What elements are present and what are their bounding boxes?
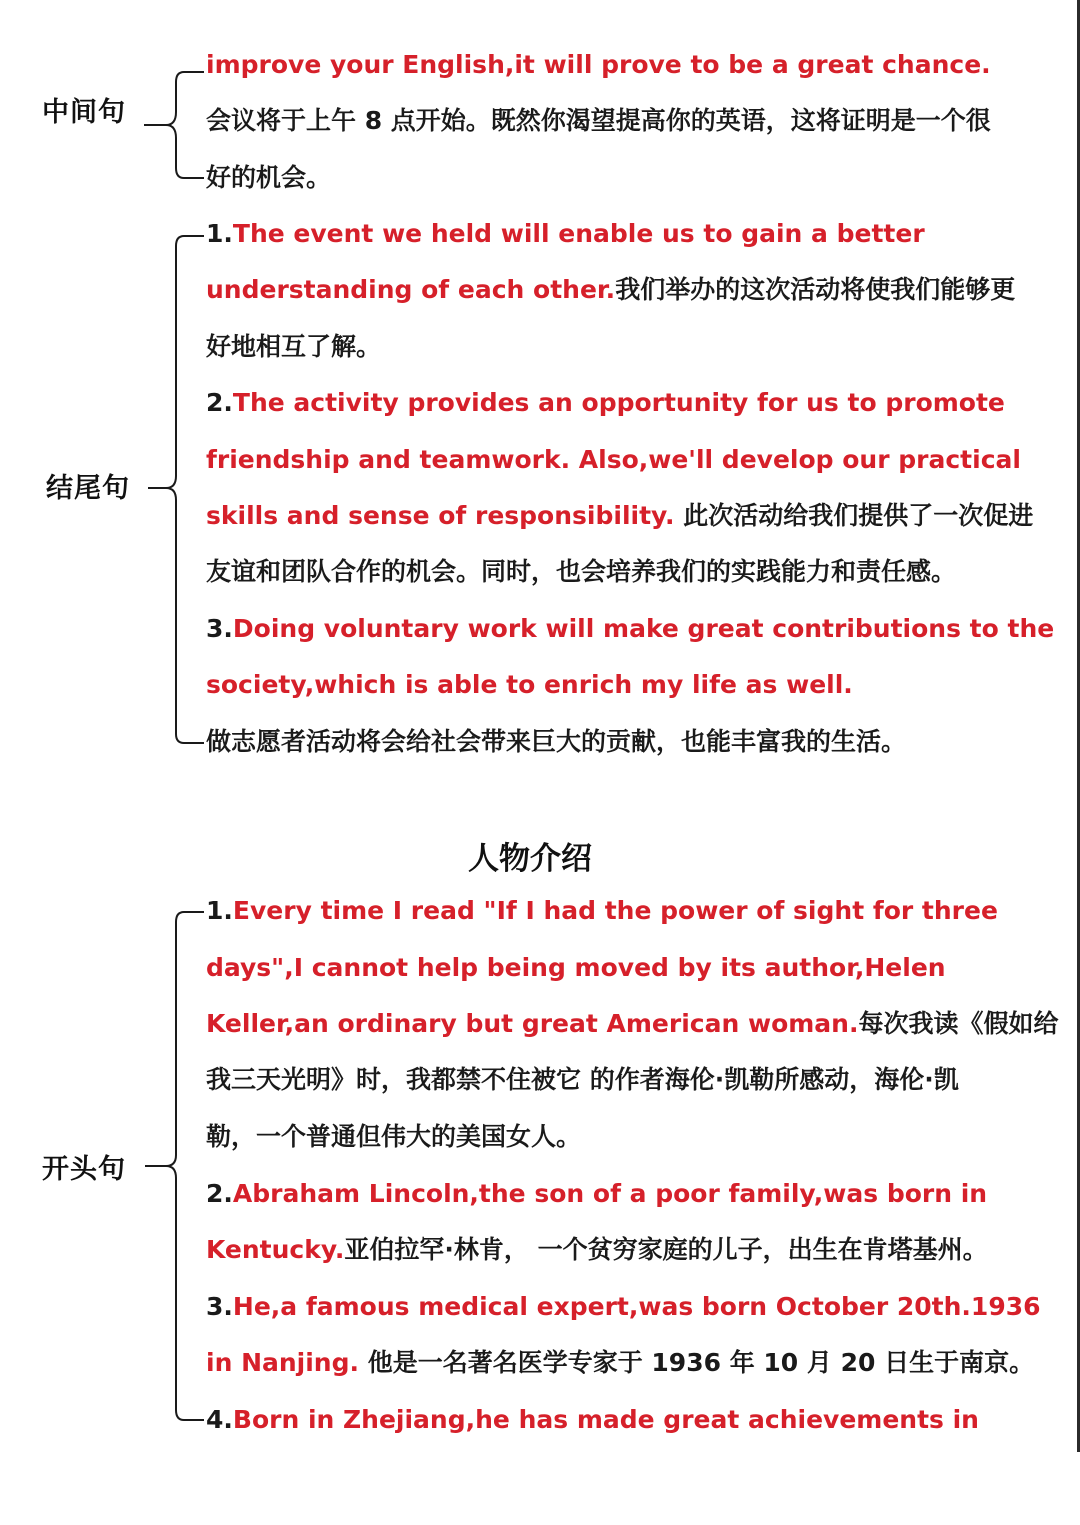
chinese-translation: 3. — [206, 1292, 233, 1321]
english-sentence: in Nanjing. — [206, 1348, 359, 1377]
english-sentence: understanding of each other. — [206, 275, 616, 304]
chinese-translation: 2. — [206, 1179, 233, 1208]
english-sentence: Keller,an ordinary but great American woman. — [206, 1009, 859, 1038]
english-sentence: skills and sense of responsibility. — [206, 501, 675, 530]
text-line — [206, 319, 381, 375]
english-sentence: Kentucky. — [206, 1235, 345, 1264]
text-line — [206, 93, 991, 149]
chinese-translation: 勒，一个普通但伟大的美国女人。 — [206, 1122, 582, 1151]
english-sentence: improve your English,it will prove to be a great chance. — [206, 50, 991, 79]
english-sentence: days",I cannot help being moved by its author,Helen — [206, 953, 946, 982]
text-line — [206, 150, 331, 206]
english-sentence: Every time I read "If I had the power of sight for three — [232, 896, 998, 925]
english-sentence: society,which is able to enrich my life as well. — [206, 670, 853, 699]
text-line — [206, 883, 998, 939]
chinese-translation: 他是一名著名医学专家于 1936 年 10 月 20 日生于南京。 — [359, 1348, 1035, 1377]
text-line — [206, 601, 1054, 657]
brace-opening — [145, 912, 204, 1420]
text-line — [206, 1222, 988, 1278]
text-line — [206, 375, 1005, 431]
chinese-translation: 友谊和团队合作的机会。同时，也会培养我们的实践能力和责任感。 — [206, 557, 957, 586]
english-sentence: The event we held will enable us to gain a better — [232, 219, 925, 248]
text-line — [206, 1109, 581, 1165]
text-line — [206, 1392, 979, 1448]
text-line — [206, 206, 925, 262]
chinese-translation: 亚伯拉罕·林肯， 一个贫穷家庭的儿子，出生在肯塔基州。 — [344, 1235, 988, 1264]
text-line — [206, 657, 853, 713]
label-ending-sentence: 结尾句 — [46, 473, 130, 504]
text-line — [206, 1052, 959, 1108]
chinese-translation: 好地相互了解。 — [206, 332, 382, 361]
english-sentence: Born in Zhejiang,he has made great achievements in — [232, 1405, 979, 1434]
chinese-translation: 我们举办的这次活动将使我们能够更 — [615, 275, 1016, 304]
text-line — [206, 1335, 1034, 1391]
chinese-translation: 会议将于上午 8 点开始。既然你渴望提高你的英语，这将证明是一个很 — [206, 106, 991, 135]
text-line — [206, 262, 1015, 318]
chinese-translation: 做志愿者活动将会给社会带来巨大的贡献，也能丰富我的生活。 — [206, 727, 907, 756]
chinese-translation: 每次我读《假如给 — [858, 1009, 1059, 1038]
text-line — [206, 940, 946, 996]
chinese-translation: 2. — [206, 388, 233, 417]
chinese-translation: 1. — [206, 896, 233, 925]
text-line — [206, 432, 1021, 488]
chinese-translation: 好的机会。 — [206, 163, 332, 192]
english-sentence: Doing voluntary work will make great contributions to the — [232, 614, 1055, 643]
brace-middle — [144, 72, 204, 178]
brace-ending — [148, 236, 204, 743]
english-sentence: The activity provides an opportunity for us to promote — [232, 388, 1005, 417]
text-line — [206, 996, 1058, 1052]
chinese-translation: 此次活动给我们提供了一次促进 — [674, 501, 1034, 530]
english-sentence: Abraham Lincoln,the son of a poor family,was born in — [232, 1179, 988, 1208]
text-line — [206, 37, 991, 93]
text-line — [206, 714, 906, 770]
label-middle-sentence: 中间句 — [42, 97, 126, 128]
text-line — [206, 1166, 987, 1222]
text-line — [206, 1279, 1041, 1335]
chinese-translation: 1. — [206, 219, 233, 248]
text-line — [206, 488, 1033, 544]
text-line — [206, 544, 956, 600]
english-sentence: He,a famous medical expert,was born October 20th.1936 — [232, 1292, 1041, 1321]
english-sentence: friendship and teamwork. Also,we'll develop our practical — [206, 445, 1021, 474]
chinese-translation: 4. — [206, 1405, 233, 1434]
chinese-translation: 我三天光明》时，我都禁不住被它 的作者海伦·凯勒所感动，海伦·凯 — [206, 1065, 959, 1094]
chinese-translation: 3. — [206, 614, 233, 643]
label-opening-sentence: 开头句 — [42, 1154, 126, 1185]
section-heading-character-intro: 人物介绍 — [468, 841, 592, 877]
